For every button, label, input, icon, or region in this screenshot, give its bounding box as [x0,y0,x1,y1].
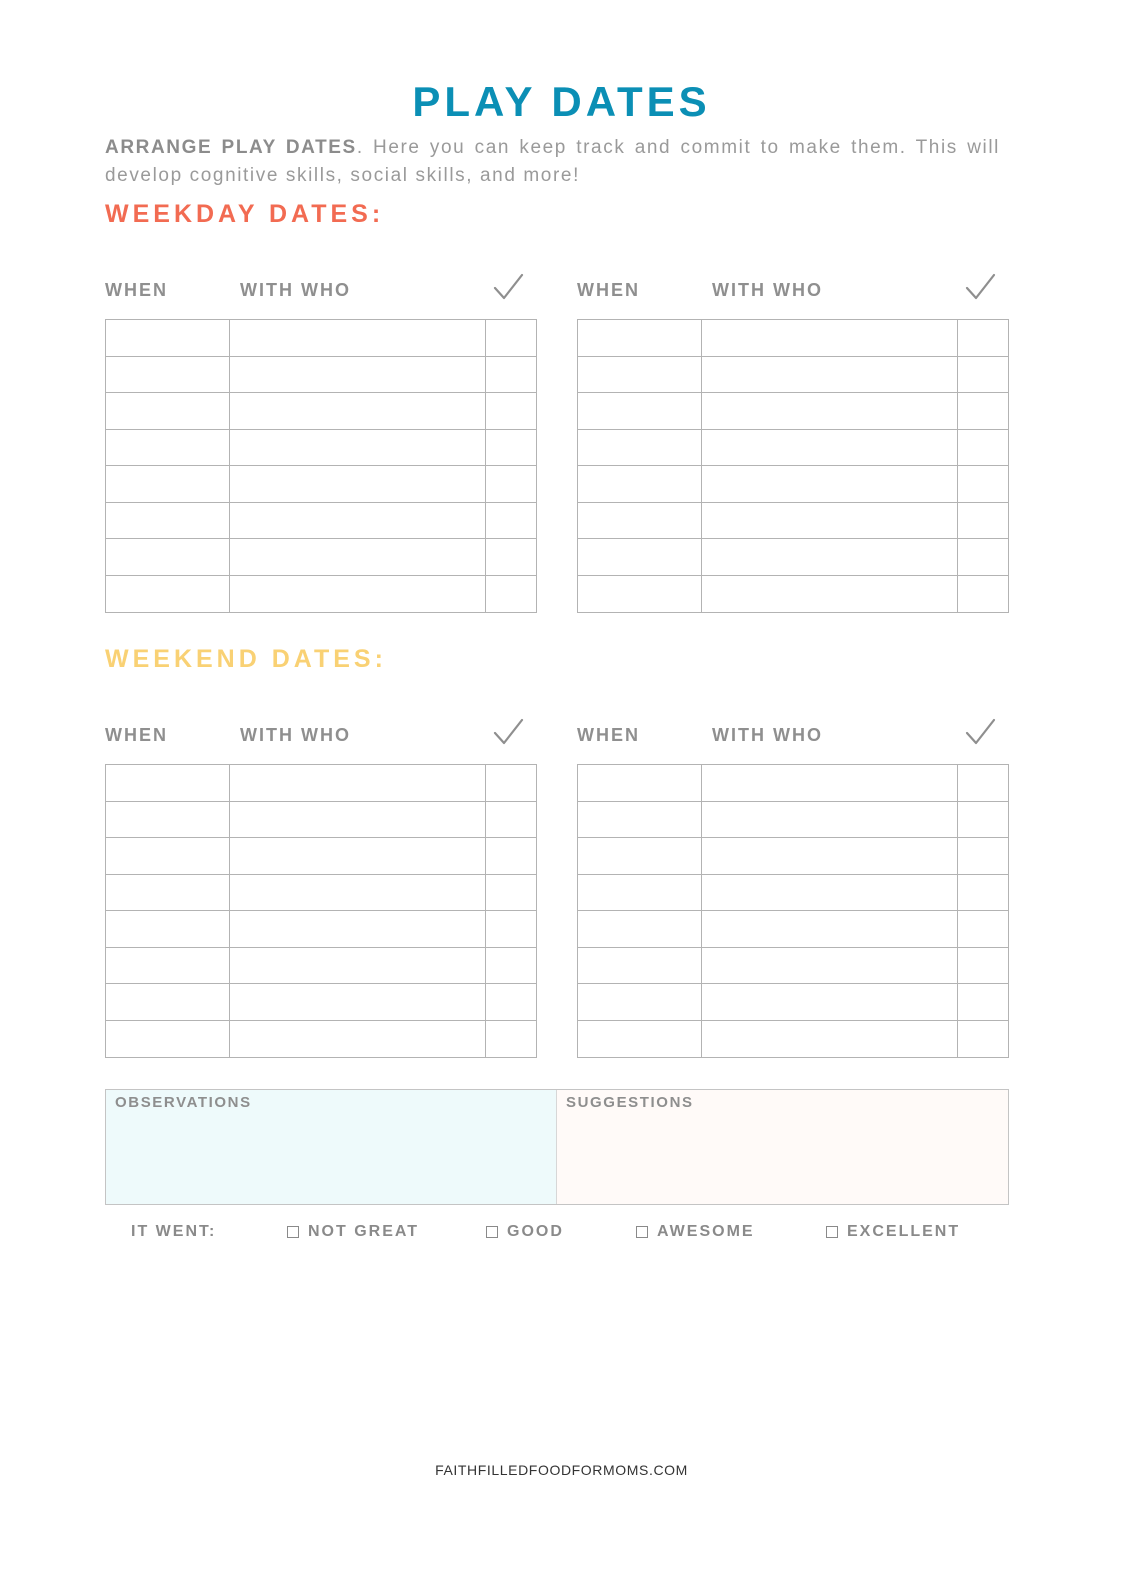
checkbox-icon[interactable] [826,1226,838,1238]
with-who-cell[interactable] [702,393,958,429]
table-row [106,576,536,613]
rating-option-not-great[interactable] [287,1223,419,1241]
done-cell[interactable] [958,911,1008,947]
intro-body: . Here you can keep track and commit to make them. This will develop cognitive skills, social skills, and more! [105,137,1000,186]
rating-option-label: AWESOME [657,1223,755,1240]
with-who-cell[interactable] [702,357,958,393]
with-who-cell[interactable] [230,838,486,874]
done-cell[interactable] [958,875,1008,911]
column-header-when: WHEN [105,280,168,300]
checkbox-icon[interactable] [287,1226,299,1238]
table-header [105,279,537,319]
weekday-table-right [577,279,1009,613]
checkmark-icon [964,716,996,748]
with-who-cell[interactable] [230,948,486,984]
table-row [578,430,1008,467]
with-who-cell[interactable] [230,875,486,911]
with-who-cell[interactable] [230,1021,486,1058]
table-row [578,320,1008,357]
table-grid [105,764,537,1058]
weekend-heading: WEEKEND DATES: [105,645,387,673]
with-who-cell[interactable] [230,357,486,393]
suggestions-box[interactable] [557,1090,1008,1204]
table-row [578,357,1008,394]
with-who-cell[interactable] [702,539,958,575]
when-cell[interactable] [106,911,230,947]
done-cell[interactable] [486,320,536,356]
when-cell[interactable] [106,875,230,911]
table-header [105,724,537,764]
with-who-cell[interactable] [702,765,958,801]
when-cell[interactable] [578,765,702,801]
done-cell[interactable] [958,357,1008,393]
table-row [106,357,536,394]
when-cell[interactable] [578,503,702,539]
column-header-with-who: WITH WHO [240,280,351,300]
with-who-cell[interactable] [702,576,958,613]
checkbox-icon[interactable] [636,1226,648,1238]
table-row [578,1021,1008,1058]
rating-option-good[interactable] [486,1223,564,1241]
table-row [106,802,536,839]
with-who-cell[interactable] [702,1021,958,1058]
with-who-cell[interactable] [702,430,958,466]
when-cell[interactable] [578,838,702,874]
done-cell[interactable] [486,911,536,947]
when-cell[interactable] [578,802,702,838]
with-who-cell[interactable] [702,802,958,838]
checkbox-icon[interactable] [486,1226,498,1238]
observations-label: OBSERVATIONS [115,1094,252,1111]
table-row [578,911,1008,948]
checkmark-icon [492,716,524,748]
with-who-cell[interactable] [230,466,486,502]
checkmark-icon [964,271,996,303]
table-row [578,539,1008,576]
observations-box[interactable] [106,1090,557,1204]
table-row [106,875,536,912]
done-cell[interactable] [486,984,536,1020]
column-header-with-who: WITH WHO [240,725,351,745]
done-cell[interactable] [958,984,1008,1020]
weekend-table-right [577,724,1009,1058]
intro-bold: ARRANGE PLAY DATES [105,137,357,158]
done-cell[interactable] [486,503,536,539]
table-row [106,838,536,875]
when-cell[interactable] [578,984,702,1020]
when-cell[interactable] [578,875,702,911]
when-cell[interactable] [578,948,702,984]
checkmark-icon [492,271,524,303]
when-cell[interactable] [578,357,702,393]
suggestions-label: SUGGESTIONS [566,1094,694,1111]
with-who-cell[interactable] [702,948,958,984]
rating-option-label: EXCELLENT [847,1223,961,1240]
table-row [106,466,536,503]
done-cell[interactable] [486,576,536,613]
table-row [578,948,1008,985]
done-cell[interactable] [958,1021,1008,1058]
with-who-cell[interactable] [702,875,958,911]
when-cell[interactable] [578,576,702,613]
when-cell[interactable] [106,357,230,393]
table-grid [105,319,537,613]
done-cell[interactable] [958,320,1008,356]
with-who-cell[interactable] [702,911,958,947]
with-who-cell[interactable] [230,539,486,575]
table-row [106,320,536,357]
when-cell[interactable] [578,1021,702,1058]
rating-option-label: GOOD [507,1223,564,1240]
when-cell[interactable] [106,503,230,539]
with-who-cell[interactable] [230,430,486,466]
done-cell[interactable] [486,948,536,984]
column-header-when: WHEN [577,280,640,300]
with-who-cell[interactable] [230,802,486,838]
when-cell[interactable] [106,430,230,466]
done-cell[interactable] [486,802,536,838]
page-title: PLAY DATES [412,78,711,125]
done-cell[interactable] [486,357,536,393]
done-cell[interactable] [486,875,536,911]
done-cell[interactable] [486,539,536,575]
table-row [578,576,1008,613]
when-cell[interactable] [578,911,702,947]
table-row [106,503,536,540]
rating-label: IT WENT: [131,1223,217,1240]
table-row [578,802,1008,839]
done-cell[interactable] [958,466,1008,502]
when-cell[interactable] [578,430,702,466]
column-header-with-who: WITH WHO [712,280,823,300]
done-cell[interactable] [958,539,1008,575]
table-row [106,1021,536,1058]
table-grid [577,764,1009,1058]
done-cell[interactable] [486,1021,536,1058]
table-grid [577,319,1009,613]
when-cell[interactable] [106,765,230,801]
when-cell[interactable] [106,393,230,429]
table-row [578,503,1008,540]
table-row [578,838,1008,875]
with-who-cell[interactable] [702,838,958,874]
when-cell[interactable] [106,948,230,984]
table-row [106,393,536,430]
with-who-cell[interactable] [702,320,958,356]
done-cell[interactable] [958,838,1008,874]
with-who-cell[interactable] [230,320,486,356]
with-who-cell[interactable] [230,984,486,1020]
table-header [577,279,1009,319]
table-row [106,430,536,467]
done-cell[interactable] [486,393,536,429]
done-cell[interactable] [486,765,536,801]
table-row [578,393,1008,430]
when-cell[interactable] [106,984,230,1020]
notes-section [105,1089,1009,1205]
rating-option-awesome[interactable] [636,1223,755,1241]
column-header-when: WHEN [105,725,168,745]
when-cell[interactable] [106,802,230,838]
when-cell[interactable] [578,320,702,356]
table-row [578,765,1008,802]
table-row [106,984,536,1021]
intro-text [105,134,1000,190]
with-who-cell[interactable] [230,393,486,429]
rating-option-excellent[interactable] [826,1223,960,1241]
done-cell[interactable] [486,430,536,466]
when-cell[interactable] [106,1021,230,1058]
when-cell[interactable] [106,838,230,874]
rating-option-label: NOT GREAT [308,1223,420,1240]
with-who-cell[interactable] [230,765,486,801]
rating-row [0,1223,1123,1247]
column-header-with-who: WITH WHO [712,725,823,745]
table-header [577,724,1009,764]
when-cell[interactable] [578,393,702,429]
done-cell[interactable] [958,948,1008,984]
when-cell[interactable] [106,466,230,502]
with-who-cell[interactable] [702,466,958,502]
done-cell[interactable] [958,430,1008,466]
table-row [106,911,536,948]
with-who-cell[interactable] [702,503,958,539]
done-cell[interactable] [958,802,1008,838]
when-cell[interactable] [106,320,230,356]
column-header-when: WHEN [577,725,640,745]
footer-url[interactable]: FAITHFILLEDFOODFORMOMS.COM [435,1462,688,1478]
when-cell[interactable] [578,466,702,502]
when-cell[interactable] [578,539,702,575]
done-cell[interactable] [486,466,536,502]
with-who-cell[interactable] [230,576,486,613]
when-cell[interactable] [106,539,230,575]
done-cell[interactable] [486,838,536,874]
weekday-heading: WEEKDAY DATES: [105,200,385,228]
with-who-cell[interactable] [230,503,486,539]
done-cell[interactable] [958,393,1008,429]
table-row [106,765,536,802]
weekend-table-left [105,724,537,1058]
done-cell[interactable] [958,765,1008,801]
table-row [106,539,536,576]
table-row [106,948,536,985]
with-who-cell[interactable] [702,984,958,1020]
done-cell[interactable] [958,503,1008,539]
weekday-table-left [105,279,537,613]
done-cell[interactable] [958,576,1008,613]
table-row [578,466,1008,503]
table-row [578,875,1008,912]
when-cell[interactable] [106,576,230,613]
table-row [578,984,1008,1021]
with-who-cell[interactable] [230,911,486,947]
